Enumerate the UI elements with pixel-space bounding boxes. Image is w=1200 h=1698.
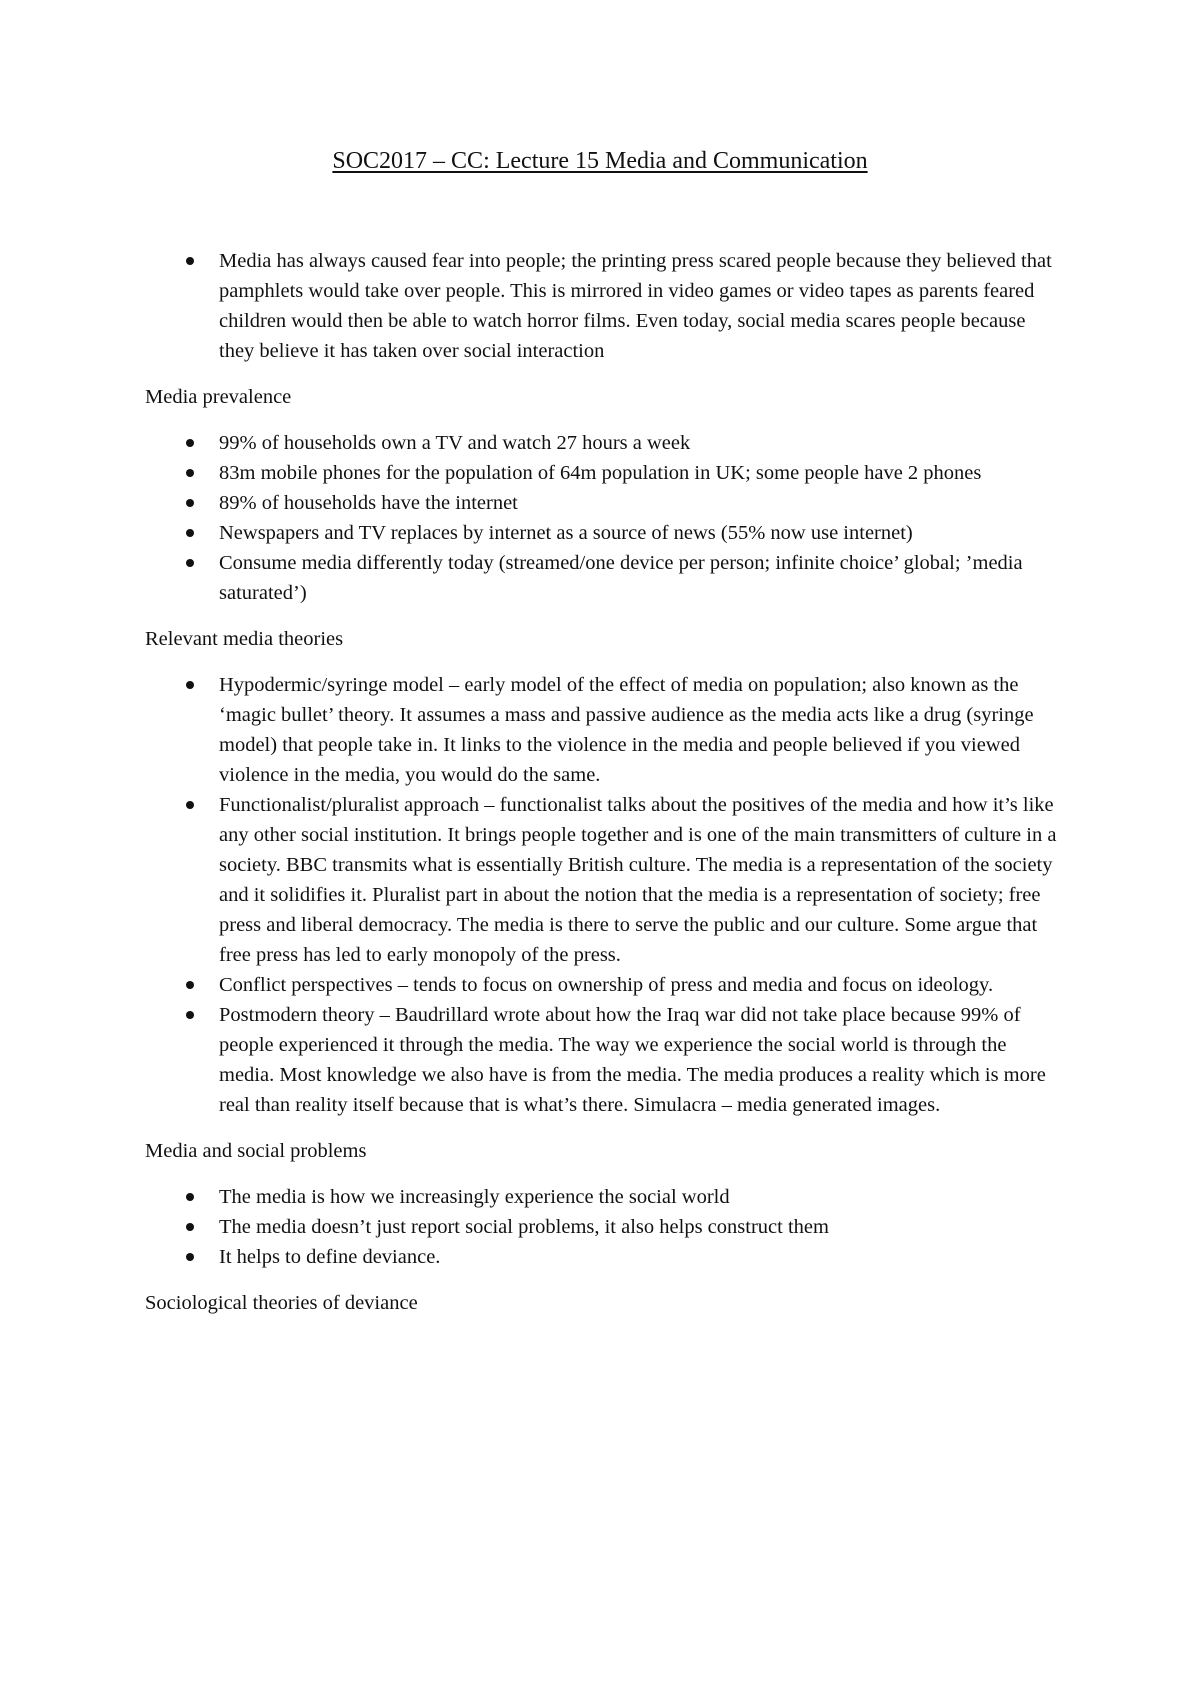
section-heading-media-prevalence: Media prevalence	[145, 386, 292, 408]
list-item: Functionalist/pluralist approach – functionalist talks about the positives of the media and how it’s like any other social institution. It brings people together and is one of the main transmitters of culture in a society. BBC transmits what is essentially British culture. The media is a representation of the society and it solidifies it. Pluralist part in about the notion that the media is a representation of society; free press and liberal democracy. The media is there to serve the public and our culture. Some argue that free press has led to early monopoly of the press.	[145, 790, 1065, 970]
section-heading-media-theories: Relevant media theories	[145, 628, 344, 650]
social-problems-list	[145, 1182, 1065, 1272]
document-body	[145, 246, 1065, 1334]
list-item: 99% of households own a TV and watch 27 hours a week	[145, 428, 1065, 458]
media-theories-list	[145, 670, 1065, 1120]
list-item: Media has always caused fear into people; the printing press scared people because they believed that pamphlets would take over people. This is mirrored in video games or video tapes as parents feared children would then be able to watch horror films. Even today, social media scares people because they believe it has taken over social interaction	[145, 246, 1065, 366]
list-item: The media doesn’t just report social problems, it also helps construct them	[145, 1212, 1065, 1242]
list-item: The media is how we increasingly experience the social world	[145, 1182, 1065, 1212]
page-title: SOC2017 – CC: Lecture 15 Media and Communication	[332, 148, 868, 174]
media-prevalence-list	[145, 428, 1065, 608]
list-item: Consume media differently today (streamed/one device per person; infinite choice’ global; ’media saturated’)	[145, 548, 1065, 608]
list-item: Postmodern theory – Baudrillard wrote about how the Iraq war did not take place because 99% of people experienced it through the media. The way we experience the social world is through the media. Most knowledge we also have is from the media. The media produces a reality which is more real than reality itself because that is what’s there. Simulacra – media generated images.	[145, 1000, 1065, 1120]
list-item: Hypodermic/syringe model – early model of the effect of media on population; also known as the ‘magic bullet’ theory. It assumes a mass and passive audience as the media acts like a drug (syringe model) that people take in. It links to the violence in the media and people believed if you viewed violence in the media, you would do the same.	[145, 670, 1065, 790]
section-heading-deviance-theories: Sociological theories of deviance	[145, 1292, 418, 1314]
list-item: It helps to define deviance.	[145, 1242, 1065, 1272]
list-item: 83m mobile phones for the population of 64m population in UK; some people have 2 phones	[145, 458, 1065, 488]
list-item: Newspapers and TV replaces by internet as a source of news (55% now use internet)	[145, 518, 1065, 548]
intro-list	[145, 246, 1065, 366]
section-heading-social-problems: Media and social problems	[145, 1140, 367, 1162]
list-item: Conflict perspectives – tends to focus on ownership of press and media and focus on ideology.	[145, 970, 1065, 1000]
list-item: 89% of households have the internet	[145, 488, 1065, 518]
